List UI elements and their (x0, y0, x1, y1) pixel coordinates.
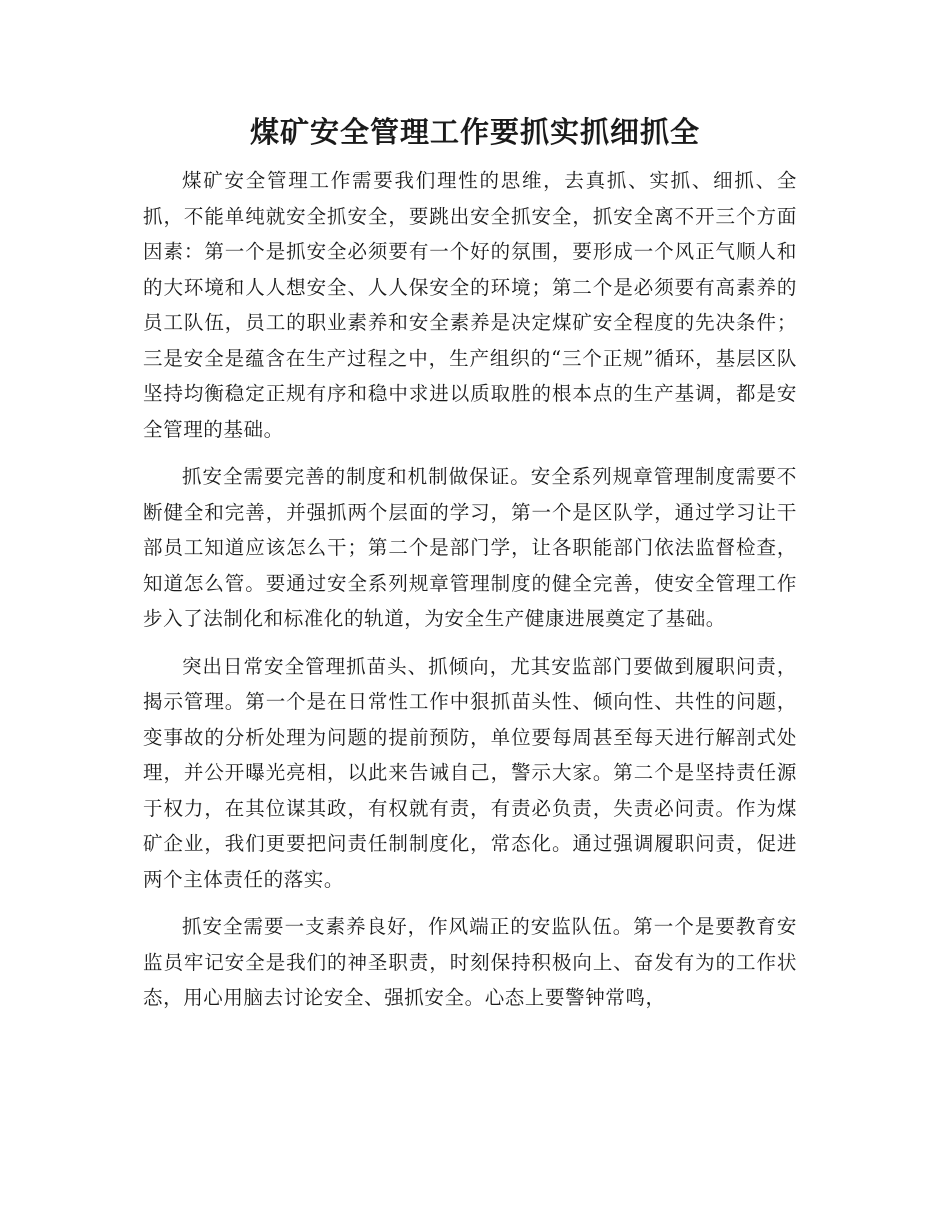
document-title: 煤矿安全管理工作要抓实抓细抓全 (249, 115, 700, 149)
paragraph-3: 突出日常安全管理抓苗头、抓倾向，尤其安监部门要做到履职问责，揭示管理。第一个是在日常性工作中狠抓苗头性、倾向性、共性的问题，变事故的分析处理为问题的提前预防，单位要每周甚至每天进行解剖式处理，并公开曝光亮相，以此来告诫自己，警示大家。第二个是坚持责任源于权力，在其位谋其政，有权就有责，有责必负责，失责必问责。作为煤矿企业，我们更要把问责任制制度化，常态化。通过强调履职问责，促进两个主体责任的落实。 (143, 654, 797, 891)
paragraph-4: 抓安全需要一支素养良好，作风端正的安监队伍。第一个是要教育安监员牢记安全是我们的神圣职责，时刻保持积极向上、奋发有为的工作状态，用心用脑去讨论安全、强抓安全。心态上要警钟常鸣， (143, 915, 797, 1009)
paragraph-2: 抓安全需要完善的制度和机制做保证。安全系列规章管理制度需要不断健全和完善，并强抓两个层面的学习，第一个是区队学，通过学习让干部员工知道应该怎么干；第二个是部门学，让各职能部门依法监督检查，知道怎么管。要通过安全系列规章管理制度的健全完善，使安全管理工作步入了法制化和标准化的轨道，为安全生产健康进展奠定了基础。 (143, 465, 797, 630)
paragraph-1: 煤矿安全管理工作需要我们理性的思维，去真抓、实抓、细抓、全抓，不能单纯就安全抓安全，要跳出安全抓安全，抓安全离不开三个方面因素：第一个是抓安全必须要有一个好的氛围，要形成一个风正气顺人和的大环境和人人想安全、人人保安全的环境；第二个是必须要有高素养的员工队伍，员工的职业素养和安全素养是决定煤矿安全程度的先决条件；三是安全是蕴含在生产过程之中，生产组织的“三个正规”循环，基层区队坚持均衡稳定正规有序和稳中求进以质取胜的根本点的生产基调，都是安全管理的基础。 (143, 169, 797, 441)
document-body (143, 163, 797, 1028)
